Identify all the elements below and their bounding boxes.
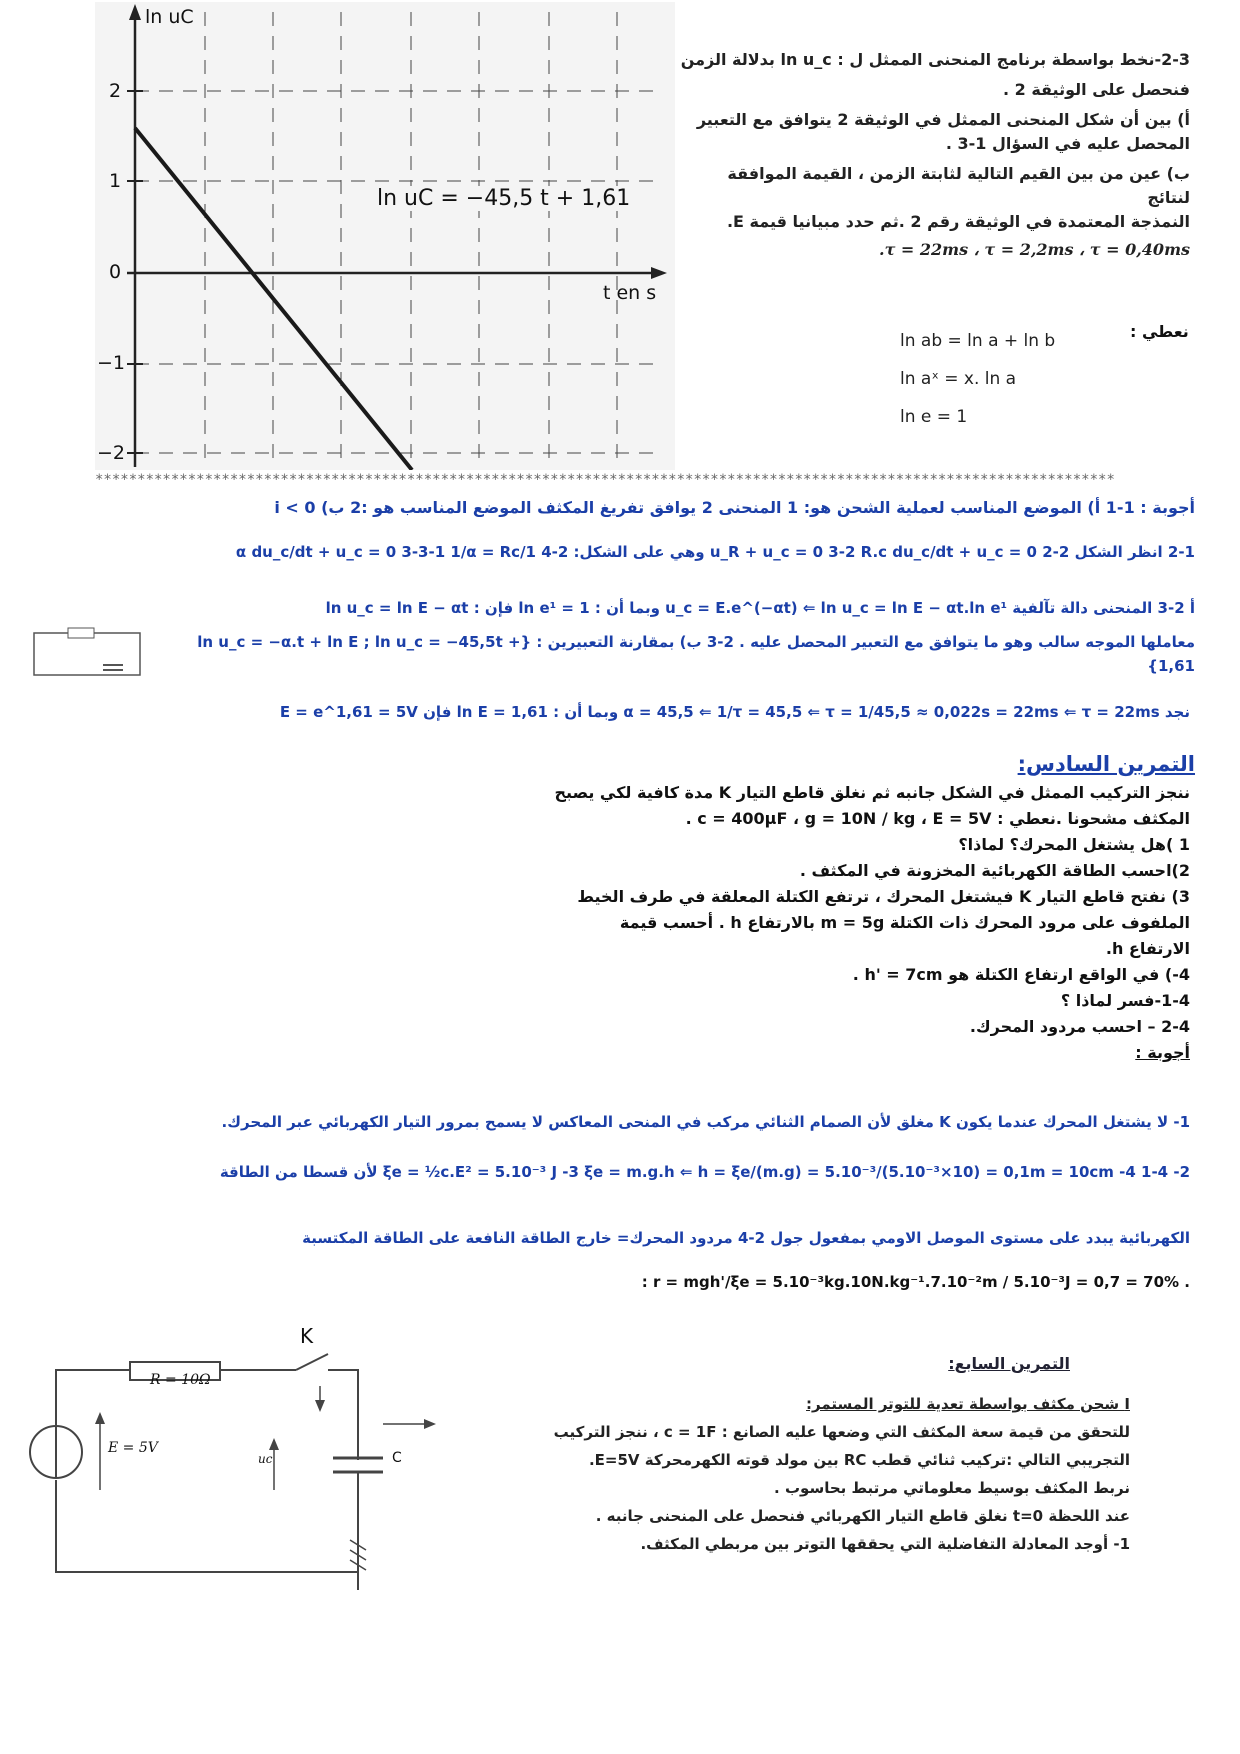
q23-line1: 2-3-نخط بواسطة برنامج المنحنى الممثل ل : ln u_c بدلالة الزمن bbox=[680, 50, 1190, 69]
exercise-7-body bbox=[480, 1390, 1130, 1558]
ex6-q3c: الارتفاع h. bbox=[1105, 939, 1190, 958]
answers-r2: 2-1 انظر الشكل 2-2 u_R + u_c = 0 3-2 R.c du_c/dt + u_c = 0 وهي على الشكل: 2-4 1/α du_c/dt + u_c = 0 3-3-1 1/α = Rc bbox=[235, 543, 1195, 561]
y-axis-arrow bbox=[129, 4, 141, 20]
ex6-a3: الكهربائية يبدد على مستوى الموصل الاومي بمفعول جول 2-4 مردود المحرك= خارج الطاقة النافعة على الطاقة المكتسبة bbox=[302, 1229, 1190, 1247]
graph-svg bbox=[95, 2, 675, 470]
x-axis-label: t en s bbox=[603, 282, 657, 304]
ex6-p1: ننجز التركيب الممثل في الشكل جانبه ثم نغلق قاطع التيار K مدة كافية لكي يصبح bbox=[554, 783, 1190, 802]
q23-line6: النمذجة المعتمدة في الوثيقة رقم 2 .ثم حدد مبيانيا قيمة E. bbox=[726, 212, 1190, 231]
exercise-6-title: التمرين السادس: bbox=[1017, 752, 1195, 776]
ex7-sub: I شحن مكثف بواسطة تعدية للتوتر المستمر: bbox=[806, 1395, 1130, 1413]
capacitor-label: C bbox=[392, 1450, 402, 1466]
ex6-a1: 1- لا يشتغل المحرك عندما يكون K مغلق لأن الصمام الثنائي مركب في المنحى المعاكس لا يسمح بمرور التيار الكهربائي عبر المحرك. bbox=[221, 1113, 1190, 1131]
q23-line7: .τ = 22ms ، τ = 2,2ms ، τ = 0,40ms bbox=[879, 240, 1190, 259]
y-tick-m1: −1 bbox=[97, 352, 126, 374]
uc-label: uc bbox=[258, 1452, 273, 1466]
answers-r3: أ 2-3 المنحنى دالة تآلفية u_c = E.e^(−αt) ⇐ ln u_c = ln E − αt.ln e¹ وبما أن : ln e¹ = 1 فإن : ln u_c = ln E − αt bbox=[325, 599, 1195, 617]
y-tick-0: 0 bbox=[109, 261, 122, 283]
ex6-q42: 2-4 – احسب مردود المحرك. bbox=[969, 1017, 1190, 1036]
graph-equation: ln uC = −45,5 t + 1,61 bbox=[373, 186, 634, 211]
x-axis-arrow bbox=[651, 267, 667, 279]
switch-k bbox=[296, 1354, 328, 1370]
resistor-label: R = 10Ω bbox=[150, 1372, 211, 1388]
data-line bbox=[135, 128, 412, 470]
ex7-l1: للتحقق من قيمة سعة المكثف التي وضعها عليه الصانع : c = 1F ، ننجز التركيب bbox=[553, 1423, 1130, 1441]
ex6-q1: 1 )هل يشتغل المحرك؟ لماذا؟ bbox=[958, 835, 1190, 854]
switch-label: K bbox=[300, 1324, 314, 1348]
answers-r5: نجد α = 45,5 ⇐ 1/τ = 45,5 ⇐ τ = 1/45,5 ≈ 0,022s = 22ms ⇐ τ = 22ms وبما أن : ln E = 1,61 فإن E = e^1,61 = 5V bbox=[279, 703, 1190, 721]
star-separator: ************************************************************************************************************************* bbox=[95, 472, 1115, 488]
q23-line5: ب) عين من بين القيم التالية لثابتة الزمن ، القيمة الموافقة لنتائج bbox=[727, 164, 1190, 207]
given-f1: ln ab = ln a + ln b bbox=[900, 331, 1056, 351]
ex6-p2: المكثف مشحونا .نعطي : c = 400μF ، g = 10N / kg ، E = 5V . bbox=[685, 809, 1190, 828]
ex6-q3b: الملفوف على مرود المحرك ذات الكتلة m = 5g بالارتفاع h . أحسب قيمة bbox=[619, 913, 1190, 932]
ex7-l4: عند اللحظة t=0 نغلق قاطع التيار الكهربائي فنحصل على المنحنى جانبه . bbox=[595, 1507, 1130, 1525]
ex6-q2: 2)احسب الطاقة الكهربائية المخزونة في المكثف . bbox=[799, 861, 1190, 880]
q23-line4: المحصل عليه في السؤال 1-3 . bbox=[945, 134, 1190, 153]
question-2-3 bbox=[680, 48, 1190, 262]
y-tick-m2: −2 bbox=[97, 442, 126, 464]
ex6-a4: : r = mgh'/ξe = 5.10⁻³kg.10N.kg⁻¹.7.10⁻²m / 5.10⁻³J = 0,7 = 70% . bbox=[641, 1273, 1190, 1291]
ln-uc-graph bbox=[95, 2, 675, 470]
y-tick-1: 1 bbox=[109, 170, 122, 192]
given-f2: ln aˣ = x. ln a bbox=[900, 369, 1017, 389]
ex6-q41: 1-4-فسر لماذا ؟ bbox=[1060, 991, 1190, 1010]
q23-line2: فنحصل على الوثيقة 2 . bbox=[1002, 80, 1190, 99]
q23-line3: أ) بين أن شكل المنحنى الممثل في الوثيقة 2 يتوافق مع التعبير bbox=[696, 110, 1190, 129]
generator-label: E = 5V bbox=[108, 1440, 158, 1456]
given-formulas bbox=[900, 322, 1055, 436]
exercise-6-statement bbox=[460, 780, 1190, 1066]
y-axis-label: ln uC bbox=[145, 6, 194, 28]
ex7-l3: نربط المكثف بوسيط معلوماتي مرتبط بحاسوب . bbox=[774, 1479, 1130, 1497]
y-tick-2: 2 bbox=[109, 80, 122, 102]
grid bbox=[135, 12, 655, 462]
ex6-a2: 2- ξe = ½c.E² = 5.10⁻³ J -3 ξe = m.g.h ⇐ h = ξe/(m.g) = 5.10⁻³/(5.10⁻³×10) = 0,1m = 10cm -4 1-4 لأن قسطا من الطاقة bbox=[219, 1163, 1190, 1181]
answers-r4: معاملها الموجه سالب وهو ما يتوافق مع التعبير المحصل عليه . 2-3 ب) بمقارنة التعبيرين : {ln u_c = −α.t + ln E ; ln u_c = −45,5t + 1,61} bbox=[197, 633, 1195, 675]
ex6-q4: 4-) في الواقع ارتفاع الكتلة هو h' = 7cm . bbox=[852, 965, 1190, 984]
ex6-answers-label: أجوبة : bbox=[1135, 1043, 1190, 1062]
ex7-l5: 1- أوجد المعادلة التفاضلية التي يحققها التوتر بين مربطي المكثف. bbox=[640, 1535, 1130, 1553]
ex6-q3a: 3) نفتح قاطع التيار K فيشتغل المحرك ، ترتفع الكتلة المعلقة في طرف الخيط bbox=[577, 887, 1190, 906]
exercise-7-title: التمرين السابع: bbox=[948, 1354, 1070, 1373]
ex7-l2: التجريبي التالي :تركيب ثنائي قطب RC بين مولد قوته الكهرمحركة E=5V. bbox=[588, 1451, 1130, 1469]
given-label: نعطي : bbox=[1130, 322, 1189, 341]
answers-r1: أجوبة : 1-1 أ) الموضع المناسب لعملية الشحن هو: 1 المنحنى 2 يوافق تفريغ المكثف الموضع المناسب هو :2 ب) i < 0 bbox=[274, 498, 1195, 517]
given-f3: ln e = 1 bbox=[900, 407, 968, 427]
small-circuit-thumbnail bbox=[28, 625, 148, 681]
